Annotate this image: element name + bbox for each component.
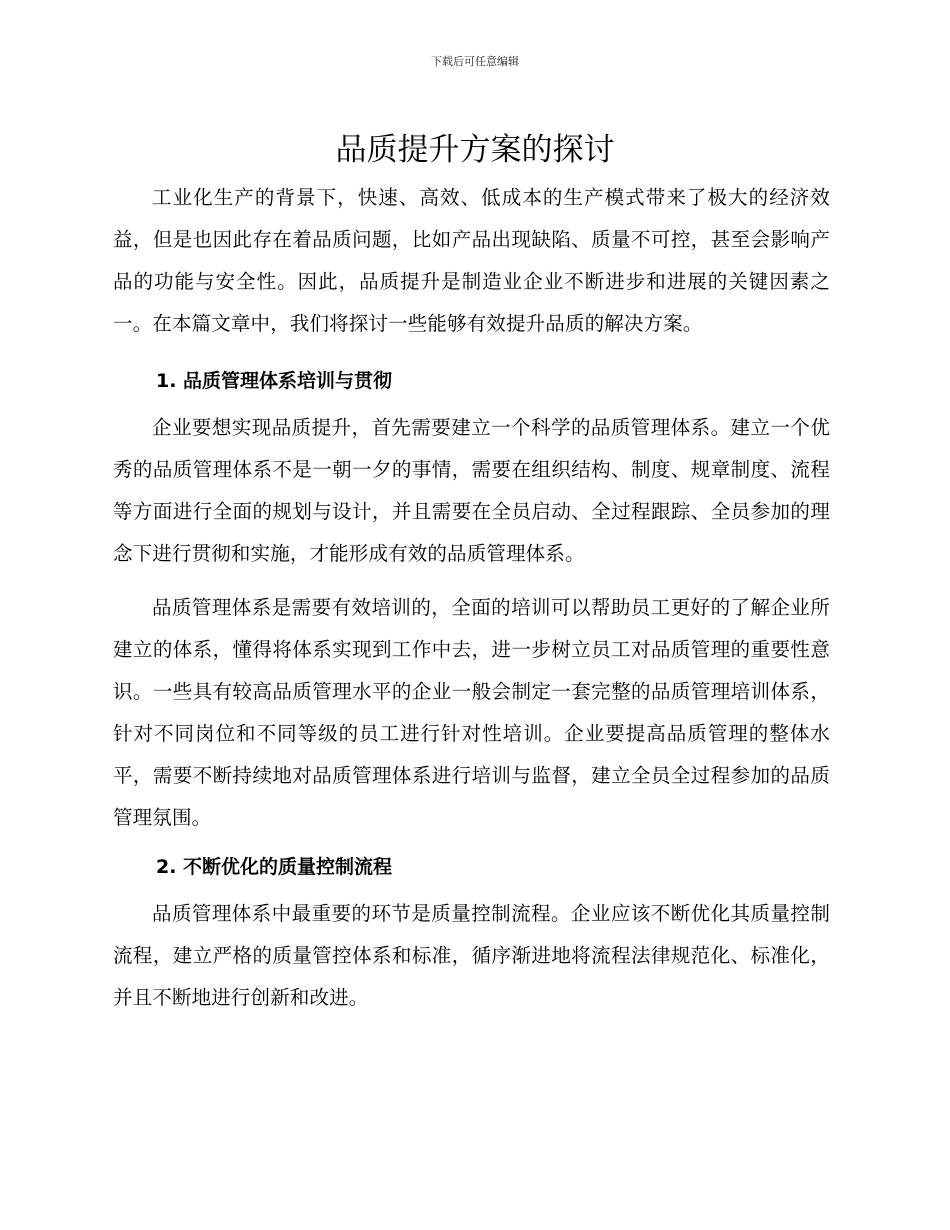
intro-paragraph: 工业化生产的背景下，快速、高效、低成本的生产模式带来了极大的经济效益，但是也因此存在着品质问题，比如产品出现缺陷、质量不可控，甚至会影响产品的功能与安全性。因此，品质提升是制造业企业不断进步和进展的关键因素之一。在本篇文章中，我们将探讨一些能够有效提升品质的解决方案。 bbox=[113, 186, 830, 335]
section-1-paragraph-1: 企业要想实现品质提升，首先需要建立一个科学的品质管理体系。建立一个优秀的品质管理体系不是一朝一夕的事情，需要在组织结构、制度、规章制度、流程等方面进行全面的规划与设计，并且需要在全员启动、全过程跟踪、全员参加的理念下进行贯彻和实施，才能形成有效的品质管理体系。 bbox=[113, 416, 830, 565]
document-body bbox=[113, 177, 830, 1019]
header-note: 下载后可任意编辑 bbox=[431, 55, 519, 68]
section-heading-1: 1. 品质管理体系培训与贯彻 bbox=[156, 370, 393, 392]
section-heading-2: 2. 不断优化的质量控制流程 bbox=[156, 856, 393, 878]
section-2-paragraph-1: 品质管理体系中最重要的环节是质量控制流程。企业应该不断优化其质量控制流程，建立严格的质量管控体系和标准，循序渐进地将流程法律规范化、标准化，并且不断地进行创新和改进。 bbox=[113, 902, 830, 1009]
document-title: 品质提升方案的探讨 bbox=[335, 132, 615, 168]
section-1-paragraph-2: 品质管理体系是需要有效培训的，全面的培训可以帮助员工更好的了解企业所建立的体系，懂得将体系实现到工作中去，进一步树立员工对品质管理的重要性意识。一些具有较高品质管理水平的企业一般会制定一套完整的品质管理培训体系，针对不同岗位和不同等级的员工进行针对性培训。企业要提高品质管理的整体水平，需要不断持续地对品质管理体系进行培训与监督，建立全员全过程参加的品质管理氛围。 bbox=[113, 596, 830, 829]
